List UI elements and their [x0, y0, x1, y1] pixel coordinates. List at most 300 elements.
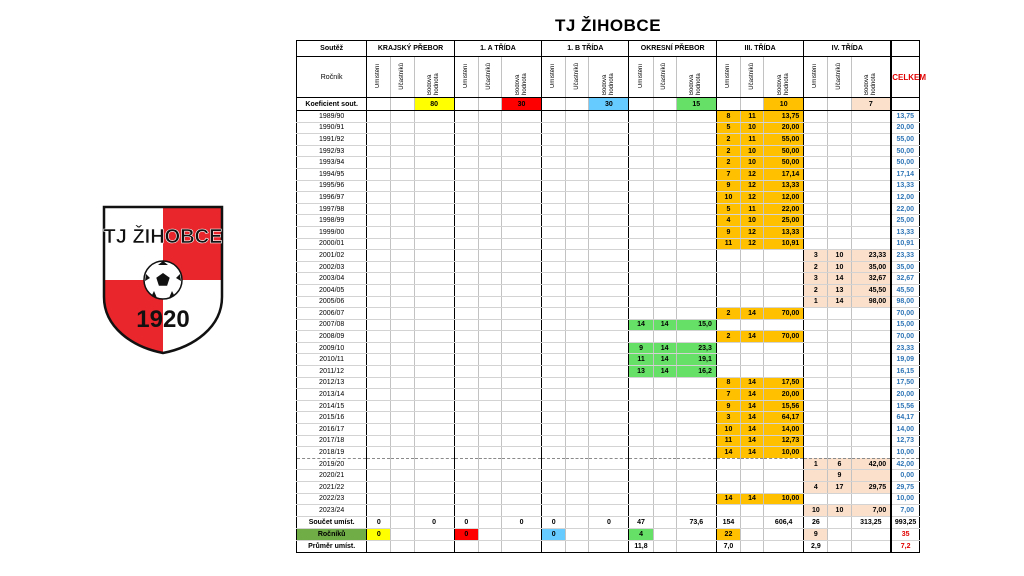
empty-cell [501, 470, 541, 482]
empty-cell [454, 168, 478, 180]
table-row [297, 331, 920, 343]
empty-cell [501, 424, 541, 436]
league-header: KRAJSKÝ PŘEBOR [367, 41, 454, 57]
empty-cell [391, 389, 414, 401]
empty-cell [716, 284, 740, 296]
season-cell: 10 [828, 261, 851, 273]
season-total: 32,67 [891, 273, 919, 285]
empty-cell [589, 168, 629, 180]
empty-cell [501, 389, 541, 401]
empty-cell [851, 354, 891, 366]
season-cell: 20,00 [764, 389, 804, 401]
empty-cell [542, 203, 566, 215]
empty-cell [478, 377, 501, 389]
season-cell: 7 [716, 168, 740, 180]
empty-cell [851, 122, 891, 134]
empty-cell [741, 284, 764, 296]
empty-cell [414, 203, 454, 215]
empty-cell [501, 203, 541, 215]
empty-cell [851, 389, 891, 401]
season-cell: 9 [828, 470, 851, 482]
empty-cell [828, 203, 851, 215]
empty-cell [414, 238, 454, 250]
empty-cell [367, 122, 391, 134]
empty-cell [741, 342, 764, 354]
empty-cell [804, 389, 828, 401]
empty-cell [566, 122, 589, 134]
sum-label: Součet umíst. [297, 516, 367, 528]
empty-cell [454, 354, 478, 366]
empty-cell [566, 342, 589, 354]
league-coefficient: 10 [764, 98, 804, 111]
empty-cell [804, 180, 828, 192]
empty-cell [542, 215, 566, 227]
empty-cell [454, 111, 478, 123]
empty-cell [741, 354, 764, 366]
season-total: 20,00 [891, 122, 919, 134]
sub-header [414, 57, 454, 98]
empty-cell [542, 435, 566, 447]
empty-cell [566, 238, 589, 250]
empty-cell [454, 435, 478, 447]
empty-cell [391, 122, 414, 134]
season-cell: 5 [716, 203, 740, 215]
sum-placement: 154 [716, 516, 740, 528]
season-label: 1999/00 [297, 226, 367, 238]
empty-cell [478, 308, 501, 320]
empty-cell [367, 435, 391, 447]
empty-cell [804, 354, 828, 366]
empty-cell [478, 296, 501, 308]
empty-cell [391, 342, 414, 354]
season-cell: 3 [804, 250, 828, 262]
season-cell [804, 470, 828, 482]
empty-cell [676, 540, 716, 552]
empty-cell [804, 226, 828, 238]
empty-cell [566, 168, 589, 180]
empty-cell [542, 134, 566, 146]
empty-cell [629, 482, 653, 494]
empty-cell [414, 342, 454, 354]
empty-cell [828, 145, 851, 157]
empty-cell [478, 157, 501, 169]
empty-cell [414, 482, 454, 494]
empty-cell [566, 308, 589, 320]
season-label: 1997/98 [297, 203, 367, 215]
season-cell: 14 [741, 400, 764, 412]
empty-cell [741, 296, 764, 308]
avg-total: 7,2 [891, 540, 919, 552]
season-cell: 10 [741, 215, 764, 227]
season-label: 1993/94 [297, 157, 367, 169]
season-cell: 10,00 [764, 493, 804, 505]
season-cell: 2 [804, 261, 828, 273]
empty-cell [828, 157, 851, 169]
season-label: 2005/06 [297, 296, 367, 308]
empty-cell [478, 203, 501, 215]
sub-header-label: Účastníků [573, 62, 580, 90]
empty-cell [629, 261, 653, 273]
season-cell: 15,0 [676, 319, 716, 331]
season-cell: 6 [828, 458, 851, 470]
empty-cell [566, 226, 589, 238]
empty-cell [566, 540, 589, 552]
empty-cell [566, 412, 589, 424]
empty-cell [478, 122, 501, 134]
empty-cell [828, 528, 851, 540]
empty-cell [629, 400, 653, 412]
empty-cell [478, 400, 501, 412]
empty-cell [589, 215, 629, 227]
empty-cell [676, 273, 716, 285]
empty-cell [804, 447, 828, 459]
empty-cell [828, 342, 851, 354]
empty-cell [629, 157, 653, 169]
empty-cell [391, 98, 414, 111]
empty-cell [828, 308, 851, 320]
empty-cell [414, 111, 454, 123]
empty-cell [629, 458, 653, 470]
table-row [297, 168, 920, 180]
empty-cell [367, 400, 391, 412]
empty-cell [804, 424, 828, 436]
empty-cell [891, 98, 919, 111]
empty-cell [542, 482, 566, 494]
empty-cell [478, 435, 501, 447]
season-cell: 4 [716, 215, 740, 227]
season-total: 64,17 [891, 412, 919, 424]
empty-cell [478, 354, 501, 366]
league-coefficient: 7 [851, 98, 891, 111]
empty-cell [804, 331, 828, 343]
empty-cell [566, 180, 589, 192]
empty-cell [566, 192, 589, 204]
empty-cell [478, 366, 501, 378]
empty-cell [414, 273, 454, 285]
empty-cell [542, 168, 566, 180]
sub-header-label: Účastníků [486, 62, 493, 90]
empty-cell [828, 493, 851, 505]
table-row [297, 505, 920, 517]
table-row [297, 145, 920, 157]
sum-points: 606,4 [764, 516, 804, 528]
empty-cell [828, 331, 851, 343]
empty-cell [478, 250, 501, 262]
season-total: 22,00 [891, 203, 919, 215]
empty-cell [566, 273, 589, 285]
empty-cell [804, 134, 828, 146]
empty-cell [391, 168, 414, 180]
empty-cell [391, 157, 414, 169]
empty-cell [391, 331, 414, 343]
empty-cell [851, 203, 891, 215]
empty-cell [851, 331, 891, 343]
empty-cell [629, 203, 653, 215]
empty-cell [804, 145, 828, 157]
empty-cell [804, 122, 828, 134]
table-row [297, 389, 920, 401]
season-cell: 17,14 [764, 168, 804, 180]
empty-cell [454, 366, 478, 378]
empty-cell [391, 308, 414, 320]
avg-placement [454, 540, 478, 552]
empty-cell [391, 505, 414, 517]
empty-cell [454, 284, 478, 296]
empty-cell [629, 284, 653, 296]
empty-cell [589, 203, 629, 215]
sub-header-label: Bodová hodnota [601, 73, 615, 95]
empty-cell [367, 493, 391, 505]
empty-cell [566, 284, 589, 296]
empty-cell [391, 447, 414, 459]
empty-cell [716, 261, 740, 273]
season-total: 17,50 [891, 377, 919, 389]
sum-points: 0 [589, 516, 629, 528]
empty-cell [454, 308, 478, 320]
empty-cell [653, 134, 676, 146]
empty-cell [414, 192, 454, 204]
season-cell [851, 470, 891, 482]
rocniku-count: 0 [367, 528, 391, 540]
empty-cell [478, 389, 501, 401]
table-row [297, 284, 920, 296]
rocniku-count: 4 [629, 528, 653, 540]
empty-cell [566, 319, 589, 331]
empty-cell [653, 424, 676, 436]
season-label: 1994/95 [297, 168, 367, 180]
season-cell: 14 [828, 273, 851, 285]
table-row [297, 122, 920, 134]
empty-cell [414, 308, 454, 320]
sum-points: 0 [501, 516, 541, 528]
empty-cell [391, 180, 414, 192]
empty-cell [804, 192, 828, 204]
empty-cell [367, 98, 391, 111]
season-cell: 2 [804, 284, 828, 296]
empty-cell [367, 389, 391, 401]
empty-cell [716, 98, 740, 111]
empty-cell [454, 145, 478, 157]
season-cell: 32,67 [851, 273, 891, 285]
empty-cell [454, 482, 478, 494]
empty-cell [454, 134, 478, 146]
season-cell: 13 [828, 284, 851, 296]
season-cell: 14 [716, 447, 740, 459]
empty-cell [676, 111, 716, 123]
season-label: 2016/17 [297, 424, 367, 436]
empty-cell [367, 215, 391, 227]
sub-header-label: Účastníků [748, 62, 755, 90]
season-cell: 11 [716, 435, 740, 447]
empty-cell [676, 250, 716, 262]
empty-cell [629, 308, 653, 320]
empty-cell [478, 540, 501, 552]
season-cell: 9 [716, 226, 740, 238]
season-cell: 20,00 [764, 122, 804, 134]
empty-cell [501, 122, 541, 134]
empty-cell [741, 458, 764, 470]
empty-cell [828, 366, 851, 378]
empty-cell [716, 354, 740, 366]
empty-cell [478, 331, 501, 343]
empty-cell [454, 377, 478, 389]
table-row [297, 192, 920, 204]
empty-cell [566, 493, 589, 505]
empty-cell [828, 435, 851, 447]
empty-cell [716, 296, 740, 308]
empty-cell [676, 203, 716, 215]
empty-cell [851, 424, 891, 436]
empty-cell [454, 203, 478, 215]
empty-cell [566, 505, 589, 517]
empty-cell [454, 192, 478, 204]
empty-cell [589, 447, 629, 459]
empty-cell [566, 458, 589, 470]
empty-cell [542, 424, 566, 436]
sum-points: 313,25 [851, 516, 891, 528]
table-row [297, 134, 920, 146]
empty-cell [454, 122, 478, 134]
season-total: 23,33 [891, 250, 919, 262]
empty-cell [653, 540, 676, 552]
empty-cell [414, 447, 454, 459]
empty-cell [804, 435, 828, 447]
season-label: 2007/08 [297, 319, 367, 331]
avg-placement: 2,9 [804, 540, 828, 552]
empty-cell [414, 284, 454, 296]
empty-cell [542, 505, 566, 517]
empty-cell [653, 447, 676, 459]
season-total: 10,91 [891, 238, 919, 250]
page-title: TJ ŽIHOBCE [554, 16, 662, 35]
empty-cell [629, 134, 653, 146]
empty-cell [764, 540, 804, 552]
empty-cell [589, 482, 629, 494]
sub-header-label: Umístění [375, 63, 382, 88]
season-total: 13,33 [891, 226, 919, 238]
empty-cell [414, 331, 454, 343]
empty-cell [454, 342, 478, 354]
empty-cell [741, 470, 764, 482]
empty-cell [454, 98, 478, 111]
empty-cell [478, 482, 501, 494]
empty-cell [764, 458, 804, 470]
empty-cell [501, 145, 541, 157]
season-cell: 2 [716, 331, 740, 343]
empty-cell [851, 145, 891, 157]
empty-cell [367, 203, 391, 215]
empty-cell [454, 319, 478, 331]
empty-cell [629, 377, 653, 389]
season-label: 2014/15 [297, 400, 367, 412]
season-cell: 13,33 [764, 226, 804, 238]
empty-cell [676, 412, 716, 424]
empty-cell [542, 296, 566, 308]
season-cell: 13 [629, 366, 653, 378]
empty-cell [629, 470, 653, 482]
table-row [297, 238, 920, 250]
sum-points: 0 [414, 516, 454, 528]
empty-cell [629, 424, 653, 436]
empty-cell [629, 493, 653, 505]
empty-cell [589, 111, 629, 123]
empty-cell [454, 447, 478, 459]
season-total: 12,00 [891, 192, 919, 204]
empty-cell [804, 319, 828, 331]
season-cell: 9 [629, 342, 653, 354]
season-cell: 14 [653, 354, 676, 366]
empty-cell [414, 226, 454, 238]
empty-cell [764, 319, 804, 331]
empty-cell [367, 226, 391, 238]
avg-placement: 11,8 [629, 540, 653, 552]
empty-cell [804, 366, 828, 378]
sub-header-label: Bodová hodnota [776, 73, 790, 95]
empty-cell [414, 493, 454, 505]
empty-cell [653, 111, 676, 123]
rocniku-total: 35 [891, 528, 919, 540]
empty-cell [501, 250, 541, 262]
empty-cell [454, 180, 478, 192]
table-row [297, 250, 920, 262]
empty-cell [676, 424, 716, 436]
empty-cell [804, 215, 828, 227]
season-label: 2012/13 [297, 377, 367, 389]
empty-cell [653, 400, 676, 412]
season-cell: 98,00 [851, 296, 891, 308]
empty-cell [741, 98, 764, 111]
season-total: 20,00 [891, 389, 919, 401]
empty-cell [629, 331, 653, 343]
empty-cell [653, 377, 676, 389]
season-label: 2004/05 [297, 284, 367, 296]
empty-cell [501, 377, 541, 389]
season-cell: 2 [716, 308, 740, 320]
empty-cell [629, 122, 653, 134]
empty-cell [478, 458, 501, 470]
history-table [296, 40, 926, 553]
empty-cell [629, 435, 653, 447]
empty-cell [501, 540, 541, 552]
empty-cell [414, 470, 454, 482]
table-row [297, 447, 920, 459]
empty-cell [391, 470, 414, 482]
empty-cell [478, 145, 501, 157]
empty-cell [629, 168, 653, 180]
empty-cell [589, 261, 629, 273]
season-cell: 19,1 [676, 354, 716, 366]
empty-cell [478, 424, 501, 436]
empty-cell [542, 400, 566, 412]
empty-cell [478, 528, 501, 540]
table-row [297, 354, 920, 366]
sub-header-label: Umístění [812, 63, 819, 88]
empty-cell [589, 412, 629, 424]
empty-cell [414, 145, 454, 157]
empty-cell [367, 296, 391, 308]
table-row [297, 111, 920, 123]
empty-cell [828, 354, 851, 366]
club-crest-logo [102, 205, 224, 355]
empty-cell [716, 482, 740, 494]
season-total: 14,00 [891, 424, 919, 436]
empty-cell [391, 284, 414, 296]
empty-cell [653, 145, 676, 157]
empty-cell [851, 447, 891, 459]
season-label: 2017/18 [297, 435, 367, 447]
season-cell: 11 [716, 238, 740, 250]
empty-cell [589, 458, 629, 470]
